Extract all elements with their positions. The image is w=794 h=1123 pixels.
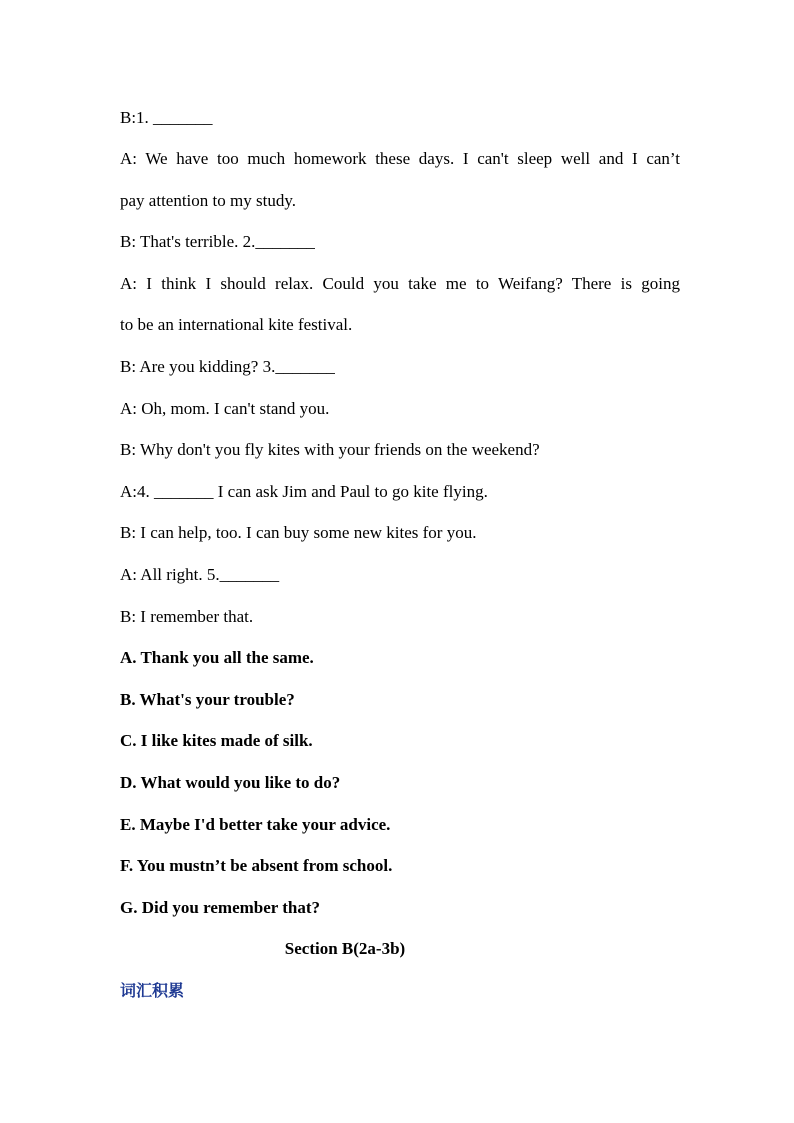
dialogue-line-11: B: I can help, too. I can buy some new kites for you.: [120, 523, 477, 542]
option-c: C. I like kites made of silk.: [120, 731, 313, 750]
dialogue-line-6: to be an international kite festival.: [120, 315, 353, 334]
dialogue-line-7: B: Are you kidding? 3._______: [120, 357, 335, 376]
vocab-heading: 词汇积累: [120, 981, 185, 1000]
dialogue-line-2: A: We have too much homework these days. I can't sleep well and I can’t: [120, 149, 680, 168]
option-e: E. Maybe I'd better take your advice.: [120, 815, 391, 834]
dialogue-line-8: A: Oh, mom. I can't stand you.: [120, 399, 330, 418]
dialogue-line-5: A: I think I should relax. Could you take me to Weifang? There is going: [120, 274, 680, 293]
dialogue-line-10: A:4. _______ I can ask Jim and Paul to go kite flying.: [120, 482, 488, 501]
dialogue-line-3: pay attention to my study.: [120, 191, 296, 210]
dialogue-line-12: A: All right. 5._______: [120, 565, 280, 584]
dialogue-line-1: B:1. _______: [120, 108, 213, 127]
option-d: D. What would you like to do?: [120, 773, 341, 792]
option-a: A. Thank you all the same.: [120, 648, 314, 667]
option-g: G. Did you remember that?: [120, 898, 321, 917]
option-f: F. You mustn’t be absent from school.: [120, 856, 393, 875]
dialogue-line-4: B: That's terrible. 2._______: [120, 232, 315, 251]
section-title: Section B(2a-3b): [284, 939, 406, 958]
dialogue-line-13: B: I remember that.: [120, 607, 254, 626]
dialogue-line-9: B: Why don't you fly kites with your friends on the weekend?: [120, 440, 540, 459]
option-b: B. What's your trouble?: [120, 690, 295, 709]
